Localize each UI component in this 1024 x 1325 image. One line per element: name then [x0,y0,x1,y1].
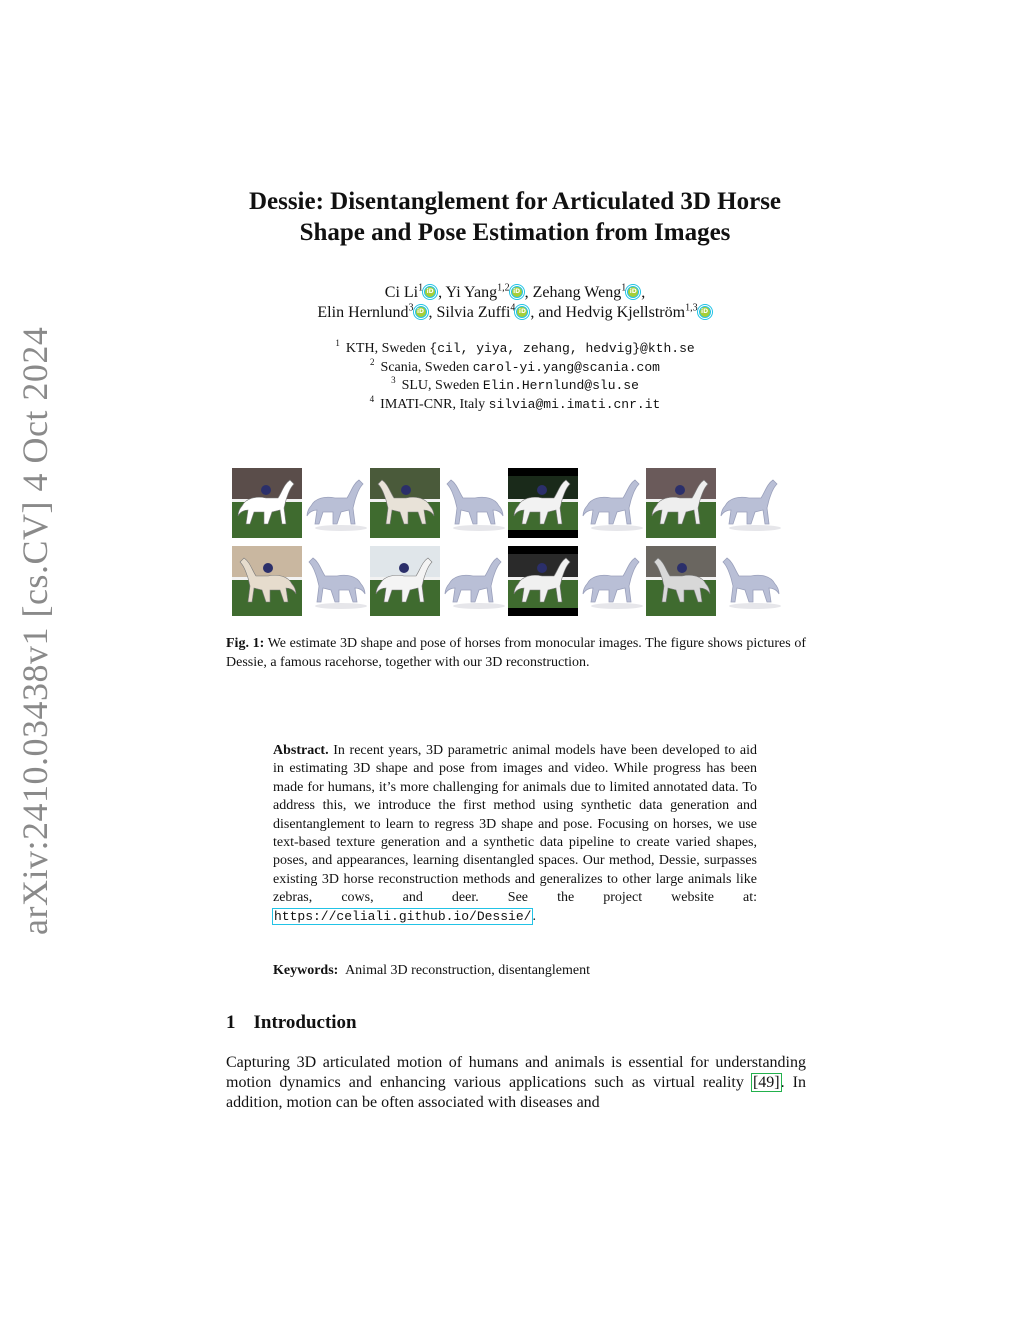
keywords-text: Animal 3D reconstruction, disentanglement [345,963,591,978]
orcid-icon[interactable] [516,306,528,318]
author-name: Zehang Weng [532,284,622,301]
horse-photo [508,546,578,616]
keywords [273,962,757,980]
title-line-1: Dessie: Disentanglement for Articulated 3D Horse [248,188,782,215]
author-separator: , [438,284,446,301]
author-name: Silvia Zuffi [436,304,511,321]
author-list [200,283,830,323]
intro-paragraph [226,1053,806,1113]
horse-3d-mesh [301,468,371,538]
affiliation-4 [200,393,830,415]
abstract-tail: . [532,908,536,924]
horse-3d-mesh [301,546,371,616]
affiliation-text: Scania, Sweden [380,359,470,375]
affiliation-number: 2 [370,356,375,367]
author-affil: 1 [418,282,424,294]
abstract [273,742,757,926]
horse-photo [646,546,716,616]
affiliation-number: 4 [369,393,375,404]
author-line-1 [200,283,830,303]
abstract-text: In recent years, 3D parametric animal models have been developed to aid in estimating 3D shape and pose from images and video. While progress has been made for humans, it’s more challenging for animals due to limited annotated data. To address this, we introduce the first method using synthetic data generation and disentanglement to learn to regress 3D shape and pose. Focusing on horses, we use text-based texture generation and a synthetic data pipeline to create varied shapes, poses, and appearances, learning disentangled spaces. Our method, Dessie, surpasses existing 3D horse reconstruction methods and generalizes to other large animals like zebras, cows, and deer. See the project website at: [273,743,757,906]
figure-label: Fig. 1: [226,636,265,651]
author-affil: 1 [621,282,627,294]
author-separator: , [641,284,646,301]
affiliation-number: 3 [391,375,396,386]
affiliation-2 [200,356,830,378]
horse-photo [232,546,302,616]
affiliation-email[interactable]: Elin.Hernlund@slu.se [482,378,639,393]
affiliation-number: 1 [335,338,340,349]
affiliation-3 [200,377,830,396]
affiliation-email[interactable]: carol-yi.yang@scania.com [472,359,660,375]
author-affil: 4 [510,302,516,314]
horse-photo [370,468,440,538]
horse-3d-mesh [715,546,785,616]
horse-photo [232,468,302,538]
section-heading [226,1012,357,1034]
affiliation-1 [200,340,830,359]
author-separator: , and [530,304,566,321]
affiliation-list [200,340,830,414]
citation-link[interactable]: [49] [752,1074,780,1091]
orcid-icon[interactable] [699,306,711,318]
figure-1-image-grid [232,468,802,616]
paper-title [200,186,830,248]
title-line-2: Shape and Pose Estimation from Images [299,219,731,246]
keywords-label: Keywords: [273,963,339,978]
author-affil: 3 [408,302,414,314]
author-line-2 [200,303,830,323]
author-name: Yi Yang [445,284,498,301]
horse-3d-mesh [439,546,509,616]
orcid-icon[interactable] [424,286,436,298]
horse-3d-mesh [577,468,647,538]
intro-text: Capturing 3D articulated motion of humans and animals is essential for understanding motion dynamics and enhancing various applications such as virtual reality [226,1054,806,1091]
affiliation-text: IMATI-CNR, Italy [380,396,486,412]
section-number: 1 [226,1012,236,1033]
affiliation-text: KTH, Sweden [345,341,426,356]
author-name: Hedvig Kjellström [565,304,686,321]
figure-caption-text: We estimate 3D shape and pose of horses from monocular images. The figure shows pictures of Dessie, a famous racehorse, together with our 3D reconstruction. [226,636,807,670]
orcid-icon[interactable] [415,306,427,318]
orcid-icon[interactable] [627,286,639,298]
author-name: Elin Hernlund [317,304,409,321]
project-website-link[interactable]: https://celiali.github.io/Dessie/ [274,908,532,924]
affiliation-text: SLU, Sweden [401,378,480,393]
author-affil: 1,2 [497,282,510,294]
horse-3d-mesh [715,468,785,538]
figure-caption [226,635,806,672]
horse-photo [370,546,440,616]
author-separator: , [524,284,533,301]
intro-text-continued: . In addition, motion can be often associated with diseases and [226,1074,806,1111]
section-title: Introduction [253,1012,357,1033]
affiliation-email[interactable]: silvia@mi.imati.cnr.it [488,396,661,412]
orcid-icon[interactable] [511,286,523,298]
horse-3d-mesh [439,468,509,538]
horse-3d-mesh [577,546,647,616]
horse-photo [508,468,578,538]
arxiv-identifier: arXiv:2410.03438v1 [cs.CV] 4 Oct 2024 [15,326,55,935]
author-name: Ci Li [384,284,419,301]
abstract-label: Abstract. [273,743,329,758]
horse-photo [646,468,716,538]
author-separator: , [428,304,437,321]
affiliation-email[interactable]: {cil, yiya, zehang, hedvig}@kth.se [429,341,695,356]
author-affil: 1,3 [685,302,698,314]
